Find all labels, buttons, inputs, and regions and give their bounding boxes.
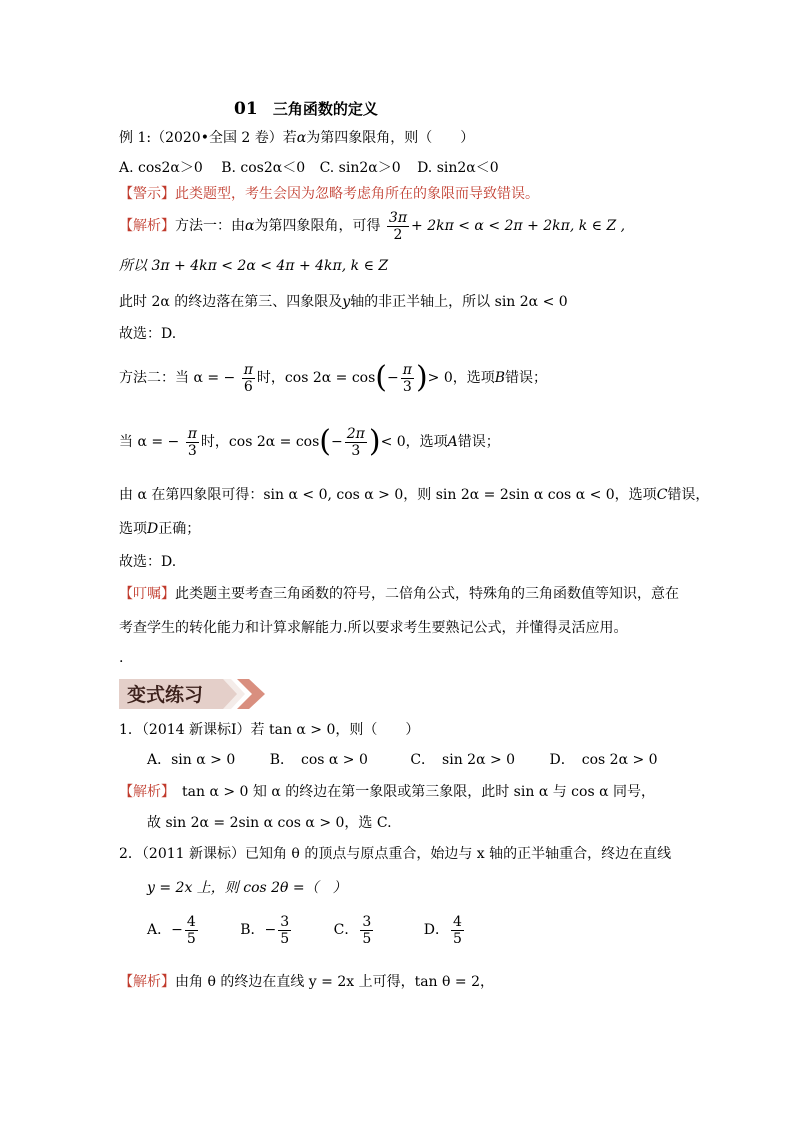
frac-num: 4	[186, 913, 196, 930]
frac-den: 5	[280, 930, 290, 947]
fraction-pi-3b	[186, 426, 199, 459]
fraction-2pi-3	[345, 426, 367, 459]
m1-text-b: 为第四象限角，可得	[254, 218, 381, 234]
option-a: A. cos2α＞0	[119, 160, 203, 176]
alpha-symbol: α	[296, 130, 307, 146]
ex1-solution-line1	[119, 782, 655, 802]
ex2-opt-d-label: D．	[423, 922, 449, 938]
m3-c: < 0，选项	[380, 434, 448, 450]
section-title-text: 三角函数的定义	[272, 100, 378, 118]
ex2-option-c	[333, 913, 376, 947]
frac-num: 3	[280, 913, 290, 930]
note-line1	[119, 584, 679, 604]
method2-line: 方法二：当 α = − $\frac{\pi}{6}$ 时，cos 2α = cos(− $\frac{\pi}{3}$ )> 0，选项B错误；	[119, 360, 548, 395]
exercise1-stem: 1．（2014 新课标Ⅰ）若 tan α > 0，则（ ）	[119, 722, 420, 738]
frac-num: π	[187, 425, 197, 442]
wrong-text: 错误；	[457, 434, 500, 450]
exercise2-stem2: y = 2x 上，则 cos 2θ =（ ）	[147, 880, 347, 896]
frac-den: 5	[186, 930, 196, 947]
ex2-opt-a-label: A．−	[147, 922, 183, 938]
line3-a: 此时 2α 的终边落在第三、四象限及	[119, 294, 343, 310]
frac-den: 6	[243, 378, 253, 395]
choose-1: 故选：D.	[119, 326, 177, 342]
fraction-pi-6	[242, 362, 255, 395]
warning-tag: 【警示】	[119, 186, 175, 202]
exercise2-options	[147, 910, 466, 950]
ex2-option-d	[423, 913, 466, 947]
example-label: 例 1:（2020•全国 2 卷）若	[119, 130, 297, 146]
ex2-frac-b	[278, 914, 291, 947]
method3-line: 当 α = − $\frac{\pi}{3}$ 时，cos 2α = cos(− $\frac{2\pi}{3}$ )< 0，选项A错误；	[119, 424, 500, 459]
option-a-ref: A	[447, 434, 458, 450]
frac-den: 3	[187, 442, 197, 459]
frac-den: 5	[452, 930, 462, 947]
frac-num: 4	[452, 913, 462, 930]
wrong-text: 错误；	[505, 370, 548, 386]
method1-line	[119, 208, 625, 244]
m2-a: 方法二：当 α = −	[119, 370, 236, 386]
section-title	[234, 98, 378, 119]
line3-b: 轴的非正半轴上，所以 sin 2α < 0	[350, 294, 568, 310]
ex2-option-b	[240, 913, 293, 947]
method1-line3	[119, 292, 568, 312]
paren-right: )	[368, 424, 381, 459]
ex1-option-d: D． cos 2α > 0	[549, 752, 658, 768]
paren-left: (	[319, 424, 331, 459]
ex1-option-b: B． cos α > 0	[269, 752, 368, 768]
method1-line2: 所以 3π + 4kπ < 2α < 4π + 4kπ, k ∈ Z	[119, 258, 389, 274]
example-stem-rest: 为第四象限角，则（ ）	[306, 130, 475, 146]
fraction-3pi-2	[387, 210, 409, 243]
m1-text-c: + 2kπ < α < 2π + 2kπ, k ∈ Z ,	[411, 218, 626, 234]
m5-a: 选项	[119, 521, 147, 537]
option-c: C. sin2α＞0	[319, 160, 401, 176]
dot-mark: .	[119, 650, 124, 666]
example-stem	[119, 128, 474, 148]
choose-2: 故选：D.	[119, 554, 177, 570]
exercise2-stem: 2．（2011 新课标）已知角 θ 的顶点与原点重合，始边与 x 轴的正半轴重合，终边在直线	[119, 846, 672, 862]
banner-text: 变式练习	[127, 684, 204, 706]
exercise1-options	[147, 750, 658, 770]
solution-tag: 【解析】	[119, 218, 175, 234]
ex2-frac-a	[185, 914, 198, 947]
m3-a: 当 α = −	[119, 434, 180, 450]
paren-left: (	[375, 360, 387, 395]
option-d-ref: D	[147, 521, 159, 537]
section-number: 01	[234, 99, 258, 119]
warning-line	[119, 184, 539, 204]
warning-text: 此类题型，考生会因为忽略考虑角所在的象限而导致错误。	[175, 186, 539, 202]
note-text-1: 此类题主要考查三角函数的符号，二倍角公式，特殊角的三角函数值等知识，意在	[175, 586, 679, 602]
practice-banner	[119, 677, 271, 711]
option-d: D. sin2α＜0	[417, 160, 499, 176]
frac-den: 5	[362, 930, 372, 947]
ex2-frac-c	[360, 914, 373, 947]
method5-line	[119, 519, 200, 539]
option-b-ref: B	[494, 370, 506, 386]
frac-num: π	[243, 361, 253, 378]
ex2-option-a	[147, 913, 200, 947]
ex2-opt-b-label: B．−	[240, 922, 277, 938]
ex2-opt-c-label: C．	[333, 922, 359, 938]
frac-den: 3	[351, 442, 361, 459]
ex1-option-c: C． sin 2α > 0	[410, 752, 516, 768]
m1-text-a: 方法一：由	[175, 218, 245, 234]
ex2-solution-tag: 【解析】	[119, 974, 175, 990]
m2-b: 时，cos 2α = cos	[256, 370, 376, 386]
method4-line	[119, 485, 709, 505]
m3-b: 时，cos 2α = cos	[200, 434, 320, 450]
ex2-sol-text-1: 由角 θ 的终边在直线 y = 2x 上可得，tan θ = 2，	[175, 974, 494, 990]
note-tag: 【叮嘱】	[119, 586, 175, 602]
m4-b: 错误，	[667, 487, 710, 503]
ex1-option-a: A．sin α > 0	[147, 752, 236, 768]
m4-a: 由 α 在第四象限可得：sin α < 0, cos α > 0，则 sin 2α = 2sin α cos α < 0，选项	[119, 487, 657, 503]
paren-right: )	[415, 360, 428, 395]
option-c-ref: C	[656, 487, 668, 503]
ex2-solution-line1	[119, 972, 494, 992]
frac-den: 2	[393, 226, 403, 243]
y-symbol: y	[342, 294, 351, 310]
frac-num: 2π	[346, 425, 365, 442]
ex1-sol-text-1: tan α > 0 知 α 的终边在第一象限或第三象限，此时 sin α 与 cos α 同号，	[168, 784, 655, 800]
alpha-symbol: α	[245, 218, 255, 234]
m2-c: > 0，选项	[427, 370, 495, 386]
frac-num: 3π	[388, 209, 408, 226]
example-options	[119, 158, 499, 178]
fraction-pi-3	[401, 362, 414, 395]
ex1-solution-line2: 故 sin 2α = 2sin α cos α > 0，选 C.	[147, 815, 392, 831]
ex1-solution-tag: 【解析】	[119, 784, 168, 800]
ex2-frac-d	[451, 914, 464, 947]
m5-b: 正确；	[158, 521, 201, 537]
note-line2: 考查学生的转化能力和计算求解能力.所以要求考生要熟记公式，并懂得灵活应用。	[119, 620, 628, 636]
frac-num: 3	[362, 913, 372, 930]
frac-den: 3	[402, 378, 412, 395]
frac-num: π	[402, 361, 412, 378]
option-b: B. cos2α＜0	[221, 160, 306, 176]
